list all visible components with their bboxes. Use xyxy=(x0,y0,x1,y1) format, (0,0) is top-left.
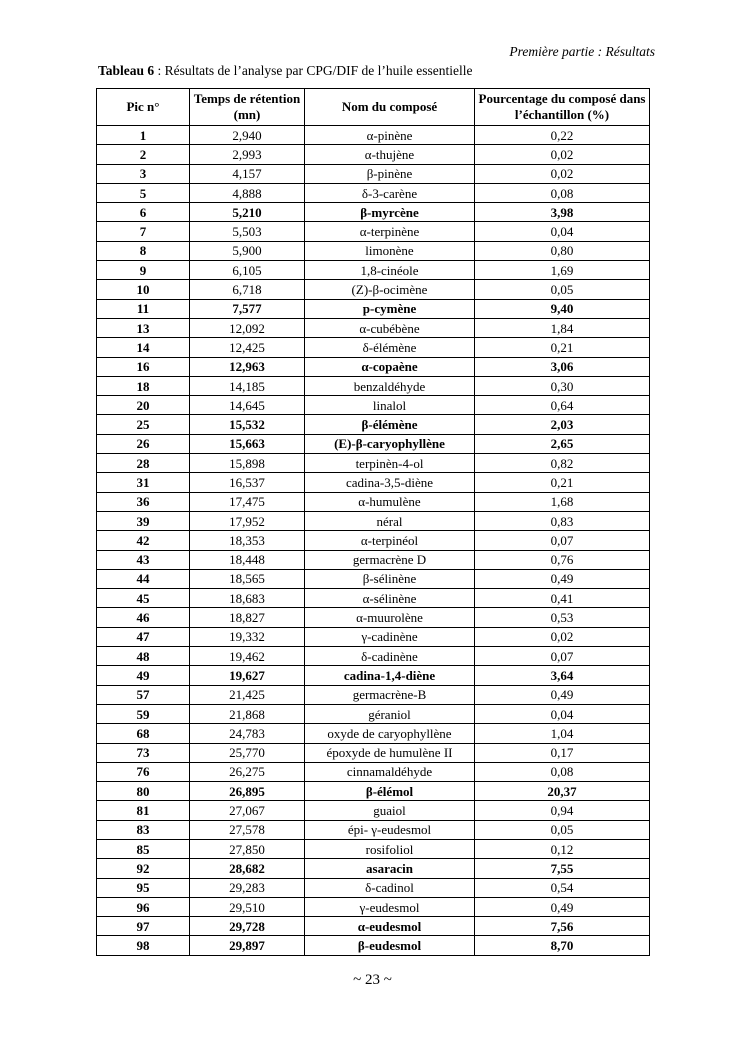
cell-retention-time: 18,683 xyxy=(190,589,305,608)
cell-retention-time: 12,425 xyxy=(190,338,305,357)
cell-compound-name: cadina-3,5-diène xyxy=(305,473,475,492)
cell-percentage: 3,64 xyxy=(475,666,650,685)
cell-percentage: 0,02 xyxy=(475,164,650,183)
cell-pic-number: 45 xyxy=(97,589,190,608)
cell-compound-name: α-muurolène xyxy=(305,608,475,627)
cell-compound-name: cadina-1,4-diène xyxy=(305,666,475,685)
table-caption-text: : Résultats de l’analyse par CPG/DIF de l’huile essentielle xyxy=(154,63,473,78)
cell-retention-time: 2,993 xyxy=(190,145,305,164)
cell-pic-number: 39 xyxy=(97,511,190,530)
cell-pic-number: 10 xyxy=(97,280,190,299)
cell-percentage: 0,53 xyxy=(475,608,650,627)
cell-percentage: 0,54 xyxy=(475,878,650,897)
cell-pic-number: 49 xyxy=(97,666,190,685)
cell-pic-number: 13 xyxy=(97,318,190,337)
column-header-compound-name: Nom du composé xyxy=(305,89,475,126)
cell-compound-name: β-pinène xyxy=(305,164,475,183)
table-row xyxy=(97,704,650,723)
cell-pic-number: 46 xyxy=(97,608,190,627)
column-header-retention-time: Temps de rétention (mn) xyxy=(190,89,305,126)
cell-retention-time: 24,783 xyxy=(190,724,305,743)
cell-compound-name: δ-élémène xyxy=(305,338,475,357)
table-row xyxy=(97,859,650,878)
cell-percentage: 0,05 xyxy=(475,280,650,299)
column-header-pic: Pic n° xyxy=(97,89,190,126)
cell-compound-name: γ-eudesmol xyxy=(305,897,475,916)
table-row xyxy=(97,936,650,955)
table-row xyxy=(97,183,650,202)
cell-percentage: 0,21 xyxy=(475,473,650,492)
cell-retention-time: 16,537 xyxy=(190,473,305,492)
cell-retention-time: 29,728 xyxy=(190,917,305,936)
cell-compound-name: α-cubébène xyxy=(305,318,475,337)
cell-percentage: 0,82 xyxy=(475,454,650,473)
cell-pic-number: 25 xyxy=(97,415,190,434)
cell-pic-number: 98 xyxy=(97,936,190,955)
table-row xyxy=(97,473,650,492)
cell-pic-number: 16 xyxy=(97,357,190,376)
table-row xyxy=(97,801,650,820)
cell-pic-number: 57 xyxy=(97,685,190,704)
cell-pic-number: 7 xyxy=(97,222,190,241)
table-row xyxy=(97,762,650,781)
cell-retention-time: 18,827 xyxy=(190,608,305,627)
cell-retention-time: 7,577 xyxy=(190,299,305,318)
cell-retention-time: 26,275 xyxy=(190,762,305,781)
cell-compound-name: époxyde de humulène II xyxy=(305,743,475,762)
table-row xyxy=(97,878,650,897)
table-row xyxy=(97,589,650,608)
table-caption xyxy=(98,63,472,79)
cell-retention-time: 15,898 xyxy=(190,454,305,473)
cell-retention-time: 5,210 xyxy=(190,203,305,222)
table-row xyxy=(97,376,650,395)
table-row xyxy=(97,743,650,762)
cell-pic-number: 96 xyxy=(97,897,190,916)
cell-retention-time: 15,663 xyxy=(190,434,305,453)
cell-percentage: 0,12 xyxy=(475,839,650,858)
table-row xyxy=(97,647,650,666)
cell-percentage: 0,49 xyxy=(475,685,650,704)
cell-percentage: 0,41 xyxy=(475,589,650,608)
table-row xyxy=(97,338,650,357)
cell-percentage: 2,65 xyxy=(475,434,650,453)
table-row xyxy=(97,569,650,588)
cell-pic-number: 76 xyxy=(97,762,190,781)
cell-compound-name: germacrène-B xyxy=(305,685,475,704)
cell-percentage: 0,80 xyxy=(475,241,650,260)
cell-retention-time: 27,067 xyxy=(190,801,305,820)
cell-retention-time: 14,645 xyxy=(190,396,305,415)
cell-pic-number: 28 xyxy=(97,454,190,473)
cell-percentage: 0,49 xyxy=(475,897,650,916)
table-row xyxy=(97,145,650,164)
table-row xyxy=(97,203,650,222)
cell-retention-time: 26,895 xyxy=(190,782,305,801)
cell-pic-number: 43 xyxy=(97,550,190,569)
cell-pic-number: 83 xyxy=(97,820,190,839)
cell-percentage: 0,07 xyxy=(475,531,650,550)
cell-retention-time: 15,532 xyxy=(190,415,305,434)
cell-percentage: 0,05 xyxy=(475,820,650,839)
cell-compound-name: β-élémène xyxy=(305,415,475,434)
cell-compound-name: asaracin xyxy=(305,859,475,878)
table-row xyxy=(97,434,650,453)
table-row xyxy=(97,415,650,434)
cell-pic-number: 97 xyxy=(97,917,190,936)
cell-pic-number: 42 xyxy=(97,531,190,550)
table-row xyxy=(97,917,650,936)
cell-pic-number: 18 xyxy=(97,376,190,395)
table-row xyxy=(97,241,650,260)
cell-pic-number: 36 xyxy=(97,492,190,511)
cell-percentage: 0,07 xyxy=(475,647,650,666)
cell-percentage: 0,83 xyxy=(475,511,650,530)
cell-retention-time: 5,503 xyxy=(190,222,305,241)
cell-pic-number: 85 xyxy=(97,839,190,858)
cell-pic-number: 48 xyxy=(97,647,190,666)
cell-compound-name: germacrène D xyxy=(305,550,475,569)
cell-percentage: 0,02 xyxy=(475,627,650,646)
table-header-row xyxy=(97,89,650,126)
cell-retention-time: 19,627 xyxy=(190,666,305,685)
cell-compound-name: β-élémol xyxy=(305,782,475,801)
cell-percentage: 0,49 xyxy=(475,569,650,588)
table-row xyxy=(97,724,650,743)
cell-compound-name: 1,8-cinéole xyxy=(305,261,475,280)
cell-retention-time: 29,283 xyxy=(190,878,305,897)
cell-compound-name: α-humulène xyxy=(305,492,475,511)
cell-retention-time: 18,448 xyxy=(190,550,305,569)
table-row xyxy=(97,261,650,280)
table-row xyxy=(97,531,650,550)
cell-compound-name: guaiol xyxy=(305,801,475,820)
cell-retention-time: 19,332 xyxy=(190,627,305,646)
cell-compound-name: β-myrcène xyxy=(305,203,475,222)
cell-retention-time: 21,425 xyxy=(190,685,305,704)
cell-retention-time: 19,462 xyxy=(190,647,305,666)
table-row xyxy=(97,318,650,337)
table-row xyxy=(97,608,650,627)
cell-retention-time: 12,092 xyxy=(190,318,305,337)
cell-percentage: 2,03 xyxy=(475,415,650,434)
cell-percentage: 1,69 xyxy=(475,261,650,280)
table-row xyxy=(97,396,650,415)
cell-pic-number: 8 xyxy=(97,241,190,260)
cell-pic-number: 2 xyxy=(97,145,190,164)
cell-percentage: 7,55 xyxy=(475,859,650,878)
cell-pic-number: 81 xyxy=(97,801,190,820)
cell-percentage: 0,30 xyxy=(475,376,650,395)
page-number: ~ 23 ~ xyxy=(353,972,392,988)
column-header-percentage: Pourcentage du composé dans l’échantillon (%) xyxy=(475,89,650,126)
cell-percentage: 3,98 xyxy=(475,203,650,222)
table-row xyxy=(97,685,650,704)
cell-retention-time: 14,185 xyxy=(190,376,305,395)
cell-pic-number: 20 xyxy=(97,396,190,415)
cell-compound-name: linalol xyxy=(305,396,475,415)
cell-retention-time: 2,940 xyxy=(190,126,305,145)
cell-retention-time: 18,565 xyxy=(190,569,305,588)
table-row xyxy=(97,839,650,858)
cell-retention-time: 29,510 xyxy=(190,897,305,916)
cell-percentage: 1,04 xyxy=(475,724,650,743)
table-row xyxy=(97,820,650,839)
cell-compound-name: cinnamaldéhyde xyxy=(305,762,475,781)
cell-pic-number: 9 xyxy=(97,261,190,280)
cell-retention-time: 28,682 xyxy=(190,859,305,878)
table-row xyxy=(97,550,650,569)
table-row xyxy=(97,126,650,145)
cell-retention-time: 12,963 xyxy=(190,357,305,376)
table-row xyxy=(97,299,650,318)
cell-percentage: 0,04 xyxy=(475,704,650,723)
cell-percentage: 0,21 xyxy=(475,338,650,357)
cell-percentage: 0,08 xyxy=(475,762,650,781)
table-row xyxy=(97,492,650,511)
cell-compound-name: limonène xyxy=(305,241,475,260)
cell-retention-time: 21,868 xyxy=(190,704,305,723)
cell-percentage: 0,17 xyxy=(475,743,650,762)
table-row xyxy=(97,164,650,183)
cell-retention-time: 18,353 xyxy=(190,531,305,550)
cell-percentage: 0,04 xyxy=(475,222,650,241)
table-row xyxy=(97,627,650,646)
cell-pic-number: 59 xyxy=(97,704,190,723)
cell-percentage: 0,02 xyxy=(475,145,650,164)
cell-pic-number: 73 xyxy=(97,743,190,762)
cell-retention-time: 25,770 xyxy=(190,743,305,762)
cell-compound-name: terpinèn-4-ol xyxy=(305,454,475,473)
results-table xyxy=(96,88,650,956)
cell-percentage: 8,70 xyxy=(475,936,650,955)
cell-percentage: 7,56 xyxy=(475,917,650,936)
table-body xyxy=(97,126,650,956)
table-row xyxy=(97,897,650,916)
table-caption-label: Tableau 6 xyxy=(98,63,155,78)
cell-compound-name: β-eudesmol xyxy=(305,936,475,955)
cell-pic-number: 11 xyxy=(97,299,190,318)
cell-percentage: 20,37 xyxy=(475,782,650,801)
table-row xyxy=(97,782,650,801)
table-row xyxy=(97,280,650,299)
cell-retention-time: 17,475 xyxy=(190,492,305,511)
cell-retention-time: 29,897 xyxy=(190,936,305,955)
cell-percentage: 9,40 xyxy=(475,299,650,318)
cell-compound-name: α-thujène xyxy=(305,145,475,164)
cell-pic-number: 31 xyxy=(97,473,190,492)
cell-pic-number: 3 xyxy=(97,164,190,183)
cell-percentage: 3,06 xyxy=(475,357,650,376)
cell-compound-name: oxyde de caryophyllène xyxy=(305,724,475,743)
cell-pic-number: 14 xyxy=(97,338,190,357)
cell-pic-number: 68 xyxy=(97,724,190,743)
cell-compound-name: α-copaène xyxy=(305,357,475,376)
cell-pic-number: 47 xyxy=(97,627,190,646)
cell-pic-number: 80 xyxy=(97,782,190,801)
cell-retention-time: 27,578 xyxy=(190,820,305,839)
cell-pic-number: 44 xyxy=(97,569,190,588)
cell-pic-number: 95 xyxy=(97,878,190,897)
cell-compound-name: α-terpinéol xyxy=(305,531,475,550)
table-row xyxy=(97,454,650,473)
cell-compound-name: α-eudesmol xyxy=(305,917,475,936)
cell-percentage: 0,08 xyxy=(475,183,650,202)
cell-compound-name: géraniol xyxy=(305,704,475,723)
cell-compound-name: p-cymène xyxy=(305,299,475,318)
cell-percentage: 1,68 xyxy=(475,492,650,511)
cell-percentage: 0,94 xyxy=(475,801,650,820)
cell-percentage: 0,64 xyxy=(475,396,650,415)
cell-percentage: 1,84 xyxy=(475,318,650,337)
table-row xyxy=(97,511,650,530)
table-row xyxy=(97,222,650,241)
cell-compound-name: α-terpinène xyxy=(305,222,475,241)
cell-compound-name: δ-cadinène xyxy=(305,647,475,666)
running-header: Première partie : Résultats xyxy=(509,44,655,59)
cell-compound-name: néral xyxy=(305,511,475,530)
cell-retention-time: 4,888 xyxy=(190,183,305,202)
table-row xyxy=(97,666,650,685)
cell-compound-name: épi- γ-eudesmol xyxy=(305,820,475,839)
cell-retention-time: 5,900 xyxy=(190,241,305,260)
cell-retention-time: 27,850 xyxy=(190,839,305,858)
cell-pic-number: 5 xyxy=(97,183,190,202)
cell-compound-name: γ-cadinène xyxy=(305,627,475,646)
cell-retention-time: 6,105 xyxy=(190,261,305,280)
cell-retention-time: 4,157 xyxy=(190,164,305,183)
cell-retention-time: 17,952 xyxy=(190,511,305,530)
cell-compound-name: δ-cadinol xyxy=(305,878,475,897)
cell-compound-name: (Z)-β-ocimène xyxy=(305,280,475,299)
cell-compound-name: β-sélinène xyxy=(305,569,475,588)
cell-compound-name: benzaldéhyde xyxy=(305,376,475,395)
cell-percentage: 0,76 xyxy=(475,550,650,569)
table-row xyxy=(97,357,650,376)
cell-compound-name: δ-3-carène xyxy=(305,183,475,202)
cell-retention-time: 6,718 xyxy=(190,280,305,299)
cell-compound-name: (E)-β-caryophyllène xyxy=(305,434,475,453)
cell-compound-name: α-sélinène xyxy=(305,589,475,608)
cell-compound-name: rosifoliol xyxy=(305,839,475,858)
cell-compound-name: α-pinène xyxy=(305,126,475,145)
cell-pic-number: 1 xyxy=(97,126,190,145)
cell-pic-number: 6 xyxy=(97,203,190,222)
cell-pic-number: 92 xyxy=(97,859,190,878)
cell-percentage: 0,22 xyxy=(475,126,650,145)
cell-pic-number: 26 xyxy=(97,434,190,453)
